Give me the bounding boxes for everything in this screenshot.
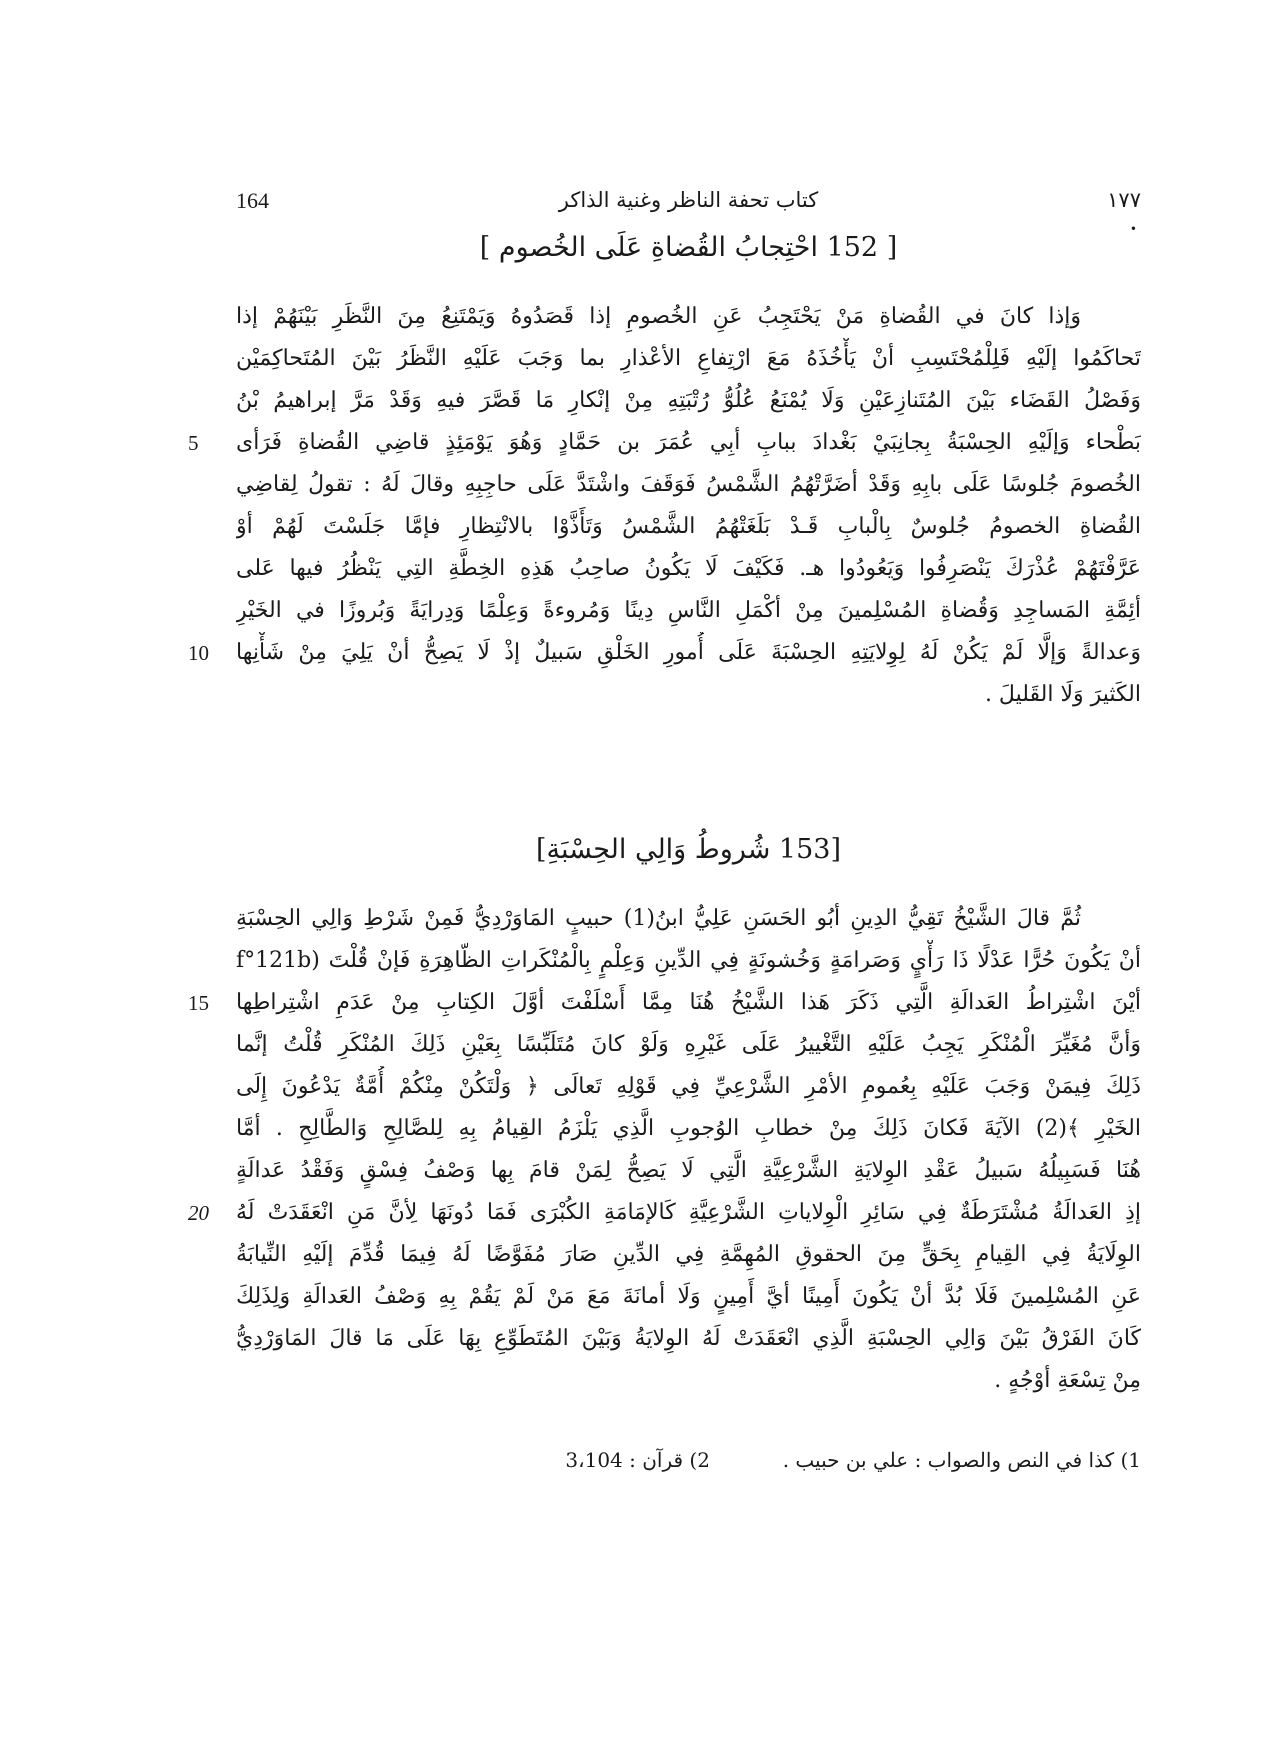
text-line: أئِمَّةِ المَساجِدِ وَقُضاةِ المُسْلِمينَ مِنْ أكْمَلِ النَّاسِ دِينًا وَمُروءةً وَعِلْمًا وَدِرايَةً وَبُروزًا في الخَيْرِ: [236, 598, 1141, 623]
text-line: الكَثيرَ وَلَا القَليلَ .: [984, 682, 1141, 707]
line-number-15: 15: [188, 991, 209, 1015]
text-line: وَإذا كانَ في القُضاةِ مَنْ يَحْتَجِبُ عَنِ الخُصومِ إذا قَصَدُوهُ وَيَمْتَنِعُ مِنَ النَّظَرِ بَيْنَهُمْ إذا: [236, 304, 1081, 329]
page-number-latin: 164: [236, 188, 269, 213]
footnote-1: 1) كذا في النص والصواب : علي بن حبيب .: [782, 1448, 1141, 1472]
text-line: بَطْحاء وَإلَيْهِ الحِسْبَةُ بِجانِبَيْ بَغْدادَ ببابِ أبِي عُمَرَ بن حَمَّادٍ وَهُوَ يَوْمَئِذٍ قاضِي القُضاةِ فَرَأى: [236, 430, 1141, 455]
text-line: ذَلِكَ فِيمَنْ وَجَبَ عَلَيْهِ بِعُمومِ الأمْرِ الشَّرْعِيِّ فِي قَوْلِهِ تَعالَى ﴿ وَلْتَكُنْ مِنْكُمْ أُمَّةٌ يَدْعُونَ إِلَى: [236, 1074, 1141, 1099]
page-number-arabic: ١٧٧: [1107, 188, 1141, 212]
text-line: أيْنَ اشْتِراطُ العَدالَةِ الَّتِي ذَكَرَ هَذا الشَّيْخُ هُنَا مِمَّا أَسْلَفْتَ أوَّلَ الكِتابِ مِنْ عَدَمِ اشْتِراطِها: [236, 990, 1141, 1015]
section-152-body: [236, 296, 1141, 716]
running-title: كتاب تحفة الناظر وغنية الذاكر: [558, 188, 819, 212]
text-line: هُنَا فَسَبِيلُهُ سَبيلُ عَقْدِ الوِلايَةِ الشَّرْعِيَّةِ الَّتِي لَا يَصِحُّ لِمَنْ قامَ بِها وَصْفُ فِسْقٍ وَفَقْدُ عَدالَةٍ: [236, 1158, 1141, 1183]
text-line: وَأنَّ مُغَيِّرَ الْمُنْكَرِ يَجِبُ عَلَيْهِ التَّغْييرُ عَلَى غَيْرِهِ وَلَوْ كانَ مُتَلَبِّسًا بِعَيْنِ ذَلِكَ المُنْكَرِ قُلْتُ إنَّما: [236, 1032, 1141, 1057]
text-line: أنْ يَكُونَ حُرًّا عَدْلًا ذَا رَأْيٍ وَصَرامَةٍ وَخُشونَةٍ فِي الدِّينِ وَعِلْمٍ بِالْمُنْكَراتِ الظّاهِرَةِ فَإنْ قُلْتَ (f°121b: [236, 948, 1141, 973]
text-line: عَنِ المُسْلِمينَ فَلَا بُدَّ أنْ يَكُونَ أَمِينًا أيَّ أَمِينٍ وَلَا أمانَةَ مَعَ مَنْ لَمْ يَقُمْ بِهِ وَصْفُ العَدالَةِ وَلِذَلِكَ: [236, 1284, 1141, 1309]
text-line: وَفَصْلُ القَضَاء بَيْنَ المُتَنازِعَيْنِ وَلَا يُمْنَعُ عُلُوُّ رُتْبَتِهِ مِنْ إنْكارِ مَا قَصَّرَ فيهِ وَقَدْ مَرَّ إبراهيمُ بْنُ: [236, 388, 1141, 413]
text-line: إذِ العَدالَةُ مُشْتَرَطَةٌ فِي سَائِرِ الْوِلاياتِ الشَّرْعِيَّةِ كَالإمَامَةِ الكُبْرَى فَمَا دُونَهَا لِأنَّ مَنِ انْعَقَدَتْ لَهُ: [236, 1200, 1141, 1225]
text-line: الخَيْرِ ﴾(2) الآيَةَ فَكانَ ذَلِكَ مِنْ خطابِ الوُجوبِ الَّذِي يَلْزَمُ القِيامُ بِهِ لِلصَّالِحِ وَالطَّالِحِ . أمَّا: [236, 1116, 1141, 1141]
text-line: وَعدالةً وَإلَّا لَمْ يَكُنْ لَهُ لِوِلايَتِهِ الحِسْبَةَ عَلَى أُمورِ الخَلْقِ سَبيلٌ إذْ لَا يَصِحُّ أنْ يَلِيَ مِنْ شَأْنِها: [236, 640, 1141, 665]
line-number-20: 20: [188, 1201, 209, 1225]
text-line: مِنْ تِسْعَةِ أوْجُهٍ .: [994, 1368, 1141, 1393]
footnotes: [470, 1444, 1141, 1476]
line-number-10: 10: [188, 641, 209, 665]
text-line: تَحاكَمُوا إلَيْهِ فَلِلْمُحْتَسِبِ أنْ يَأْخُذَهُ مَعَ ارْتِفاعِ الأعْذارِ بما وَجَبَ عَلَيْهِ النَّظَرُ بَيْنَ المُتَحاكِمَيْن: [236, 346, 1141, 371]
text-line: الخُصومَ جُلوسًا عَلَى بابِهِ وَقَدْ أضَرَّتْهُمُ الشَّمْسُ فَوَقَفَ واشْتَدَّ عَلَى حاجِبِهِ وقالَ لَهُ : تقولُ لِقاضِي: [236, 472, 1141, 497]
text-line: كَانَ الفَرْقُ بَيْنَ وَالِي الحِسْبَةِ الَّذِي انْعَقَدَتْ لَهُ الوِلايَةُ وَبَيْنَ المُتَطَوِّعِ بِهَا عَلَى مَا قالَ المَاوَرْدِيُّ: [236, 1326, 1141, 1351]
header-mark: •: [1129, 222, 1137, 236]
text-line: عَرَّفْتَهُمْ عُذْرَكَ يَنْصَرِفُوا وَيَعُودُوا هـ. فَكَيْفَ لَا يَكُونُ صاحِبُ هَذِهِ الخِطَّةِ التِي يَنْظُرُ فيها عَلى: [236, 556, 1141, 581]
text-line: القُضاةِ الخصومُ جُلوسٌ بِالْبابِ قَـدْ بَلَغَتْهُمُ الشَّمْسُ وَتَأَذَّوْا بالانْتِظارِ فإمَّا جَلَسْتَ لَهُمْ أوْ: [236, 514, 1141, 539]
section-heading-152: [ 152 احْتِجابُ القُضاةِ عَلَى الخُصوم ]: [479, 232, 898, 263]
text-line: ثُمَّ قالَ الشَّيْخُ تَقِيُّ الدِينِ أبُو الحَسَنِ عَلِيُّ ابنُ(1) حبيبٍ المَاوَرْدِيُّ فَمِنْ شَرْطِ وَالِي الحِسْبَةِ: [236, 906, 1081, 931]
text-line: الوِلَايَةُ فِي القِيامِ بِحَقٍّ مِنَ الحقوقِ المُهِمَّةِ فِي الدِّينِ صَارَ مُفَوَّضًا لَهُ فِيمَا قُدِّمَ إلَيْهِ النِّيابَةُ: [236, 1242, 1141, 1267]
page-header: [236, 188, 1141, 236]
section-heading-153: [153 شُروطُ وَالِي الحِسْبَةِ]: [535, 834, 842, 865]
footnote-2: 2) قرآن : 3،104: [565, 1448, 710, 1472]
section-153-body: [236, 898, 1141, 1402]
line-number-5: 5: [188, 431, 199, 455]
